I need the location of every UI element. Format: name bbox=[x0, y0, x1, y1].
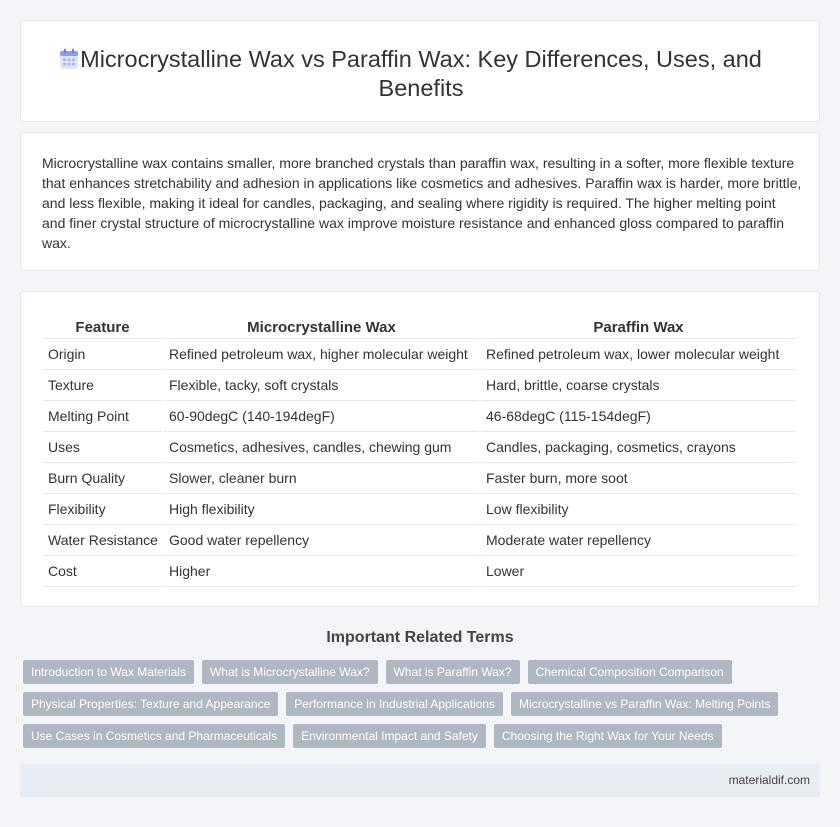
microcrystalline-cell: Cosmetics, adhesives, candles, chewing gum bbox=[163, 431, 480, 462]
table-row bbox=[43, 338, 796, 369]
feature-cell: Origin bbox=[43, 338, 163, 369]
tag-row bbox=[23, 660, 813, 684]
related-term-tag[interactable]: Choosing the Right Wax for Your Needs bbox=[494, 724, 722, 748]
comparison-card bbox=[20, 291, 820, 607]
intro-paragraph: Microcrystalline wax contains smaller, more branched crystals than paraffin wax, resulting in a softer, more flexible texture that enhances stretchability and adhesion in applications like cosmetics and adhesives. Paraffin wax is harder, more brittle, and less flexible, making it ideal for candles, packaging, and sealing where rigidity is required. The higher melting point and finer crystal structure of microcrystalline wax improve moisture resistance and enhanced gloss compared to paraffin wax. bbox=[42, 155, 802, 251]
footer bbox=[20, 764, 820, 797]
related-term-tag[interactable]: Use Cases in Cosmetics and Pharmaceuticals bbox=[23, 724, 285, 748]
microcrystalline-cell: Flexible, tacky, soft crystals bbox=[163, 369, 480, 400]
related-term-tag[interactable]: What is Microcrystalline Wax? bbox=[202, 660, 378, 684]
intro-card bbox=[20, 132, 820, 271]
table-row bbox=[43, 493, 796, 524]
paraffin-cell: Moderate water repellency bbox=[480, 524, 796, 555]
microcrystalline-cell: 60-90degC (140-194degF) bbox=[163, 400, 480, 431]
paraffin-cell: Low flexibility bbox=[480, 493, 796, 524]
related-term-tag[interactable]: Physical Properties: Texture and Appearance bbox=[23, 692, 278, 716]
feature-cell: Cost bbox=[43, 555, 163, 586]
feature-cell: Water Resistance bbox=[43, 524, 163, 555]
tag-row bbox=[23, 692, 813, 716]
paraffin-cell: Candles, packaging, cosmetics, crayons bbox=[480, 431, 796, 462]
microcrystalline-cell: Good water repellency bbox=[163, 524, 480, 555]
related-terms-heading: Important Related Terms bbox=[326, 629, 514, 646]
table-header-row bbox=[43, 314, 796, 338]
paraffin-cell: 46-68degC (115-154degF) bbox=[480, 400, 796, 431]
tag-row bbox=[23, 724, 813, 748]
paraffin-cell: Lower bbox=[480, 555, 796, 586]
feature-cell: Burn Quality bbox=[43, 462, 163, 493]
column-header-feature: Feature bbox=[43, 314, 163, 338]
title-wrap bbox=[21, 45, 821, 103]
feature-cell: Melting Point bbox=[43, 400, 163, 431]
feature-cell: Uses bbox=[43, 431, 163, 462]
related-term-tag[interactable]: Introduction to Wax Materials bbox=[23, 660, 194, 684]
related-term-tag[interactable]: Microcrystalline vs Paraffin Wax: Melting Points bbox=[511, 692, 778, 716]
microcrystalline-cell: High flexibility bbox=[163, 493, 480, 524]
table-row bbox=[43, 462, 796, 493]
paraffin-cell: Faster burn, more soot bbox=[480, 462, 796, 493]
column-header-paraffin: Paraffin Wax bbox=[480, 314, 796, 338]
paraffin-cell: Refined petroleum wax, lower molecular weight bbox=[480, 338, 796, 369]
column-header-microcrystalline: Microcrystalline Wax bbox=[163, 314, 480, 338]
page-title: Microcrystalline Wax vs Paraffin Wax: Key Differences, Uses, and Benefits bbox=[80, 46, 762, 101]
related-term-tag[interactable]: Environmental Impact and Safety bbox=[293, 724, 486, 748]
microcrystalline-cell: Refined petroleum wax, higher molecular weight bbox=[163, 338, 480, 369]
paraffin-cell: Hard, brittle, coarse crystals bbox=[480, 369, 796, 400]
table-row bbox=[43, 555, 796, 586]
feature-cell: Texture bbox=[43, 369, 163, 400]
header-card bbox=[20, 20, 820, 122]
microcrystalline-cell: Slower, cleaner burn bbox=[163, 462, 480, 493]
calendar-icon bbox=[59, 48, 79, 70]
table-row bbox=[43, 400, 796, 431]
related-term-tag[interactable]: Performance in Industrial Applications bbox=[286, 692, 503, 716]
related-terms-list bbox=[23, 660, 813, 756]
footer-site-link[interactable]: materialdif.com bbox=[728, 773, 810, 787]
microcrystalline-cell: Higher bbox=[163, 555, 480, 586]
related-term-tag[interactable]: Chemical Composition Comparison bbox=[528, 660, 732, 684]
related-term-tag[interactable]: What is Paraffin Wax? bbox=[386, 660, 520, 684]
table-row bbox=[43, 369, 796, 400]
feature-cell: Flexibility bbox=[43, 493, 163, 524]
comparison-table bbox=[43, 314, 796, 587]
table-row bbox=[43, 524, 796, 555]
table-row bbox=[43, 431, 796, 462]
